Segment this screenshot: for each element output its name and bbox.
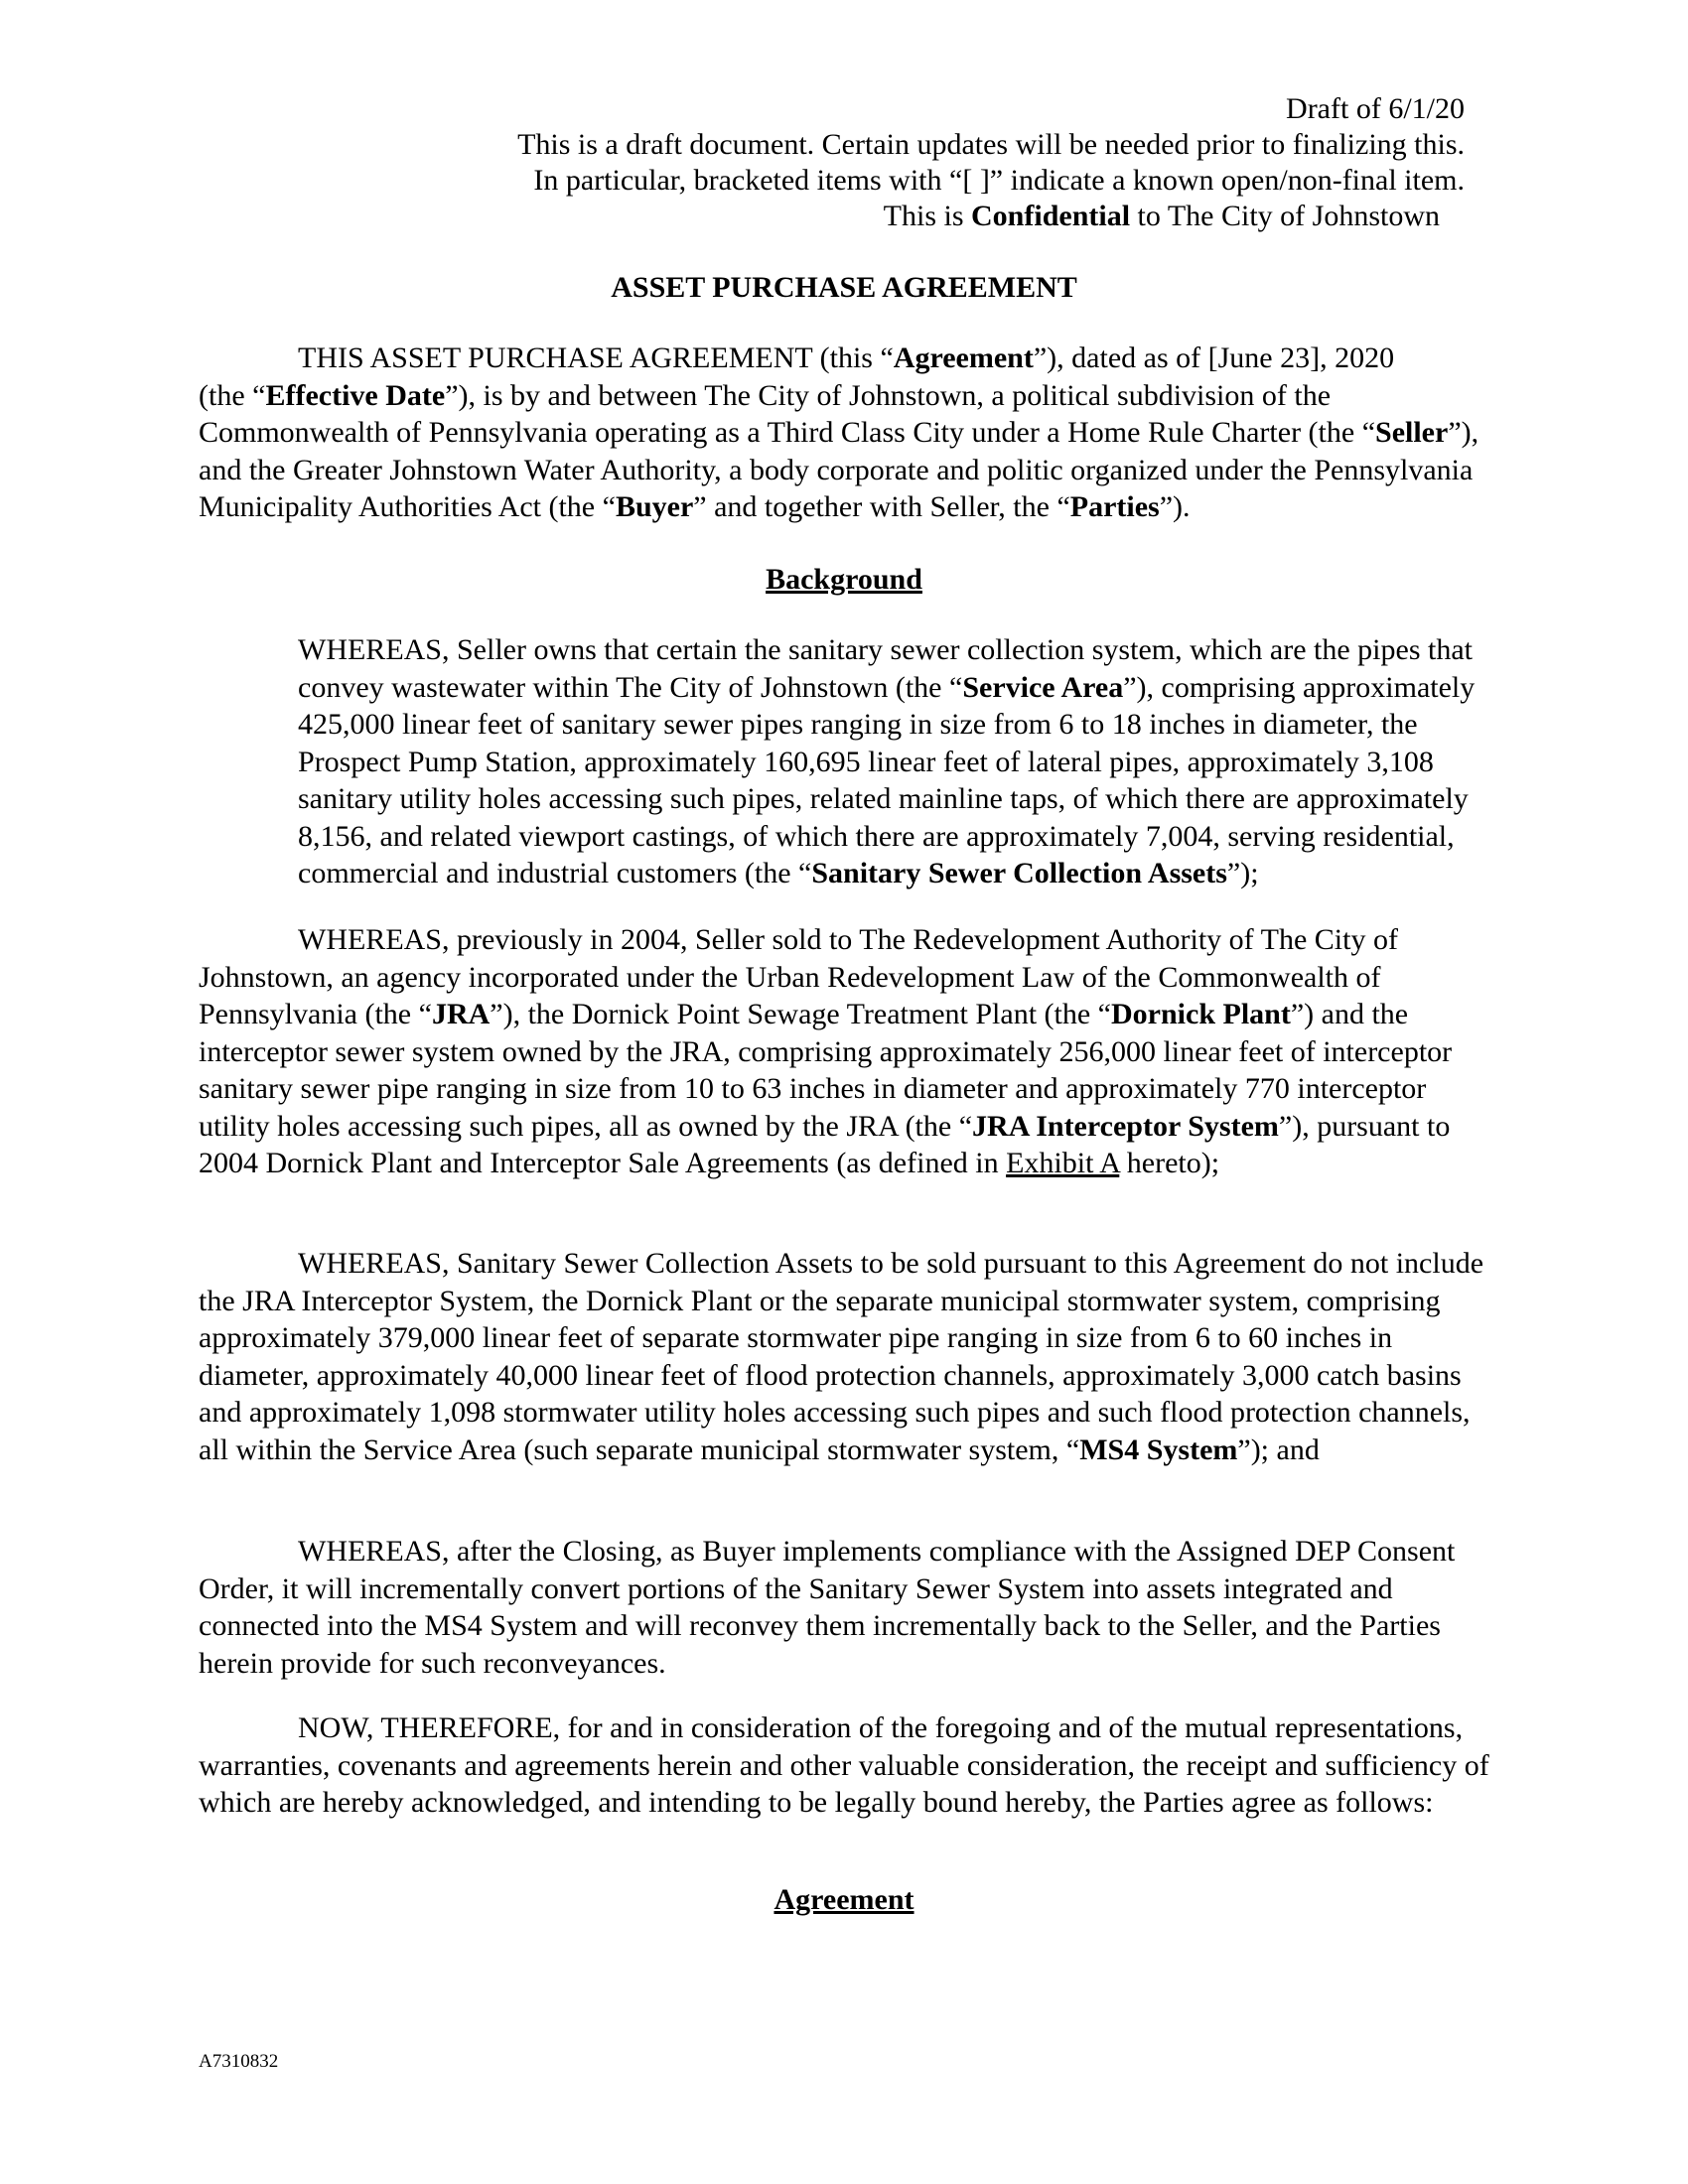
whereas-1-text-3: ”);	[1226, 857, 1259, 889]
agreement-heading: Agreement	[774, 1883, 914, 1916]
whereas-3-text-1: WHEREAS, Sanitary Sewer Collection Assets to be sold pursuant to this Agreement do not include the JRA Interceptor System, the Dornick Plant or the separate municipal stormwater system, comprising approximately 379,000 linear feet of separate stormwater pipe ranging in size from 6 to 60 inches in diameter, approximately 40,000 linear feet of flood protection channels, approximately 3,000 catch basins and approximately 1,098 stormwater utility holes accessing such pipes and such flood protection channels, all within the Service Area (such separate municipal stormwater system, “	[199, 1247, 1484, 1466]
whereas-2-text-1: WHEREAS, previously in 2004, Seller sold to The Redevelopment Authority of The City of Johnstown, an agency incorporated under the Urban Redevelopment Law of the Commonwealth of Pennsylvania (the “	[199, 923, 1398, 1030]
defined-term-service-area: Service Area	[962, 670, 1124, 704]
defined-term-effective-date: Effective Date	[265, 378, 446, 412]
defined-term-agreement: Agreement	[893, 341, 1034, 374]
confidentiality-notice	[372, 199, 1465, 234]
intro-text-5: ”), and the Greater Johnstown Water Authority, a body corporate and politic organized under the Pennsylvania Municipality Authorities Act (the “	[199, 416, 1479, 523]
confidentiality-post: to The City of Johnstown	[1130, 200, 1440, 232]
intro-text-4: ”), is by and between The City of Johnstown, a political subdivision of the Commonwealth of Pennsylvania operating as a Third Class City under a Home Rule Charter (the “	[199, 378, 1376, 449]
intro-paragraph	[199, 340, 1489, 526]
defined-term-jra-interceptor-system: JRA Interceptor System	[972, 1109, 1279, 1143]
intro-rest	[199, 377, 1489, 526]
whereas-4-text: WHEREAS, after the Closing, as Buyer implements compliance with the Assigned DEP Consent Order, it will incrementally convert portions of the Sanitary Sewer System into assets integrated and connected into the MS4 System and will reconvey them incrementally back to the Seller, and the Parties herein provide for such reconveyances.	[199, 1535, 1456, 1680]
draft-notice-line-1: This is a draft document. Certain updates will be needed prior to finalizing this.	[517, 128, 1465, 161]
whereas-1-text-2: ”), comprising approximately 425,000 linear feet of sanitary sewer pipes ranging in size from 6 to 18 inches in diameter, the Prospect Pump Station, approximately 160,695 linear feet of lateral pipes, approximately 3,108 sanitary utility holes accessing such pipes, related mainline taps, of which there are approximately 8,156, and related viewport castings, of which there are approximately 7,004, serving residential, commercial and industrial customers (the “	[298, 670, 1476, 889]
whereas-1-text-1: WHEREAS, Seller owns that certain the sanitary sewer collection system, which are the pipes that convey wastewater within The City of Johnstown (the “	[298, 633, 1473, 704]
whereas-paragraph-2	[199, 921, 1489, 1182]
whereas-2-text-2: ”), the Dornick Point Sewage Treatment Plant (the “	[490, 998, 1111, 1030]
draft-notice-header	[372, 91, 1465, 234]
document-id-footer: A7310832	[199, 2051, 279, 2072]
intro-text-2: ”), dated as of [June 23], 2020	[1033, 341, 1395, 374]
whereas-3-text-2: ”); and	[1237, 1433, 1320, 1466]
exhibit-a-reference: Exhibit A	[1006, 1147, 1120, 1179]
document-title: ASSET PURCHASE AGREEMENT	[611, 271, 1077, 304]
draft-notice-line-2: In particular, bracketed items with “[ ]” indicate a known open/non-final item.	[533, 164, 1465, 197]
defined-term-jra: JRA	[431, 998, 491, 1030]
intro-text-6: ” and together with Seller, the “	[693, 490, 1070, 523]
defined-term-seller: Seller	[1375, 416, 1449, 449]
now-therefore-text: NOW, THEREFORE, for and in consideration of the foregoing and of the mutual representations, warranties, covenants and agreements herein and other valuable consideration, the receipt and sufficiency of which are hereby acknowledged, and intending to be legally bound hereby, the Parties agree as follows:	[199, 1711, 1489, 1819]
background-heading: Background	[766, 563, 922, 596]
defined-term-ms4-system: MS4 System	[1079, 1433, 1238, 1466]
draft-date: Draft of 6/1/20	[1286, 92, 1465, 125]
confidential-bold: Confidential	[971, 200, 1131, 232]
whereas-paragraph-1	[199, 631, 1489, 892]
intro-first-line	[199, 340, 1489, 377]
whereas-2-text-5: hereto);	[1119, 1147, 1220, 1179]
whereas-2-text-4: ”), pursuant to 2004 Dornick Plant and Interceptor Sale Agreements (as defined in	[199, 1109, 1451, 1179]
whereas-paragraph-4	[199, 1533, 1489, 1682]
defined-term-dornick-plant: Dornick Plant	[1111, 998, 1291, 1030]
intro-text-7: ”).	[1159, 490, 1191, 523]
whereas-1-text	[199, 631, 1489, 892]
whereas-3-text	[199, 1245, 1489, 1468]
defined-term-parties: Parties	[1069, 490, 1160, 523]
confidentiality-pre: This is	[883, 200, 972, 232]
whereas-paragraph-3	[199, 1245, 1489, 1468]
whereas-2-text-3: ”) and the interceptor sewer system owned by the JRA, comprising approximately 256,000 linear feet of interceptor sanitary sewer pipe ranging in size from 10 to 63 inches in diameter and approximately 770 interceptor utility holes accessing such pipes, all as owned by the JRA (the “	[199, 998, 1453, 1143]
now-therefore-paragraph	[199, 1709, 1489, 1822]
intro-text-3: (the “	[199, 378, 266, 412]
defined-term-buyer: Buyer	[615, 490, 694, 523]
whereas-2-text	[199, 921, 1489, 1182]
intro-text-1: THIS ASSET PURCHASE AGREEMENT (this “	[298, 341, 894, 374]
defined-term-sanitary-sewer-collection-assets: Sanitary Sewer Collection Assets	[811, 857, 1227, 889]
